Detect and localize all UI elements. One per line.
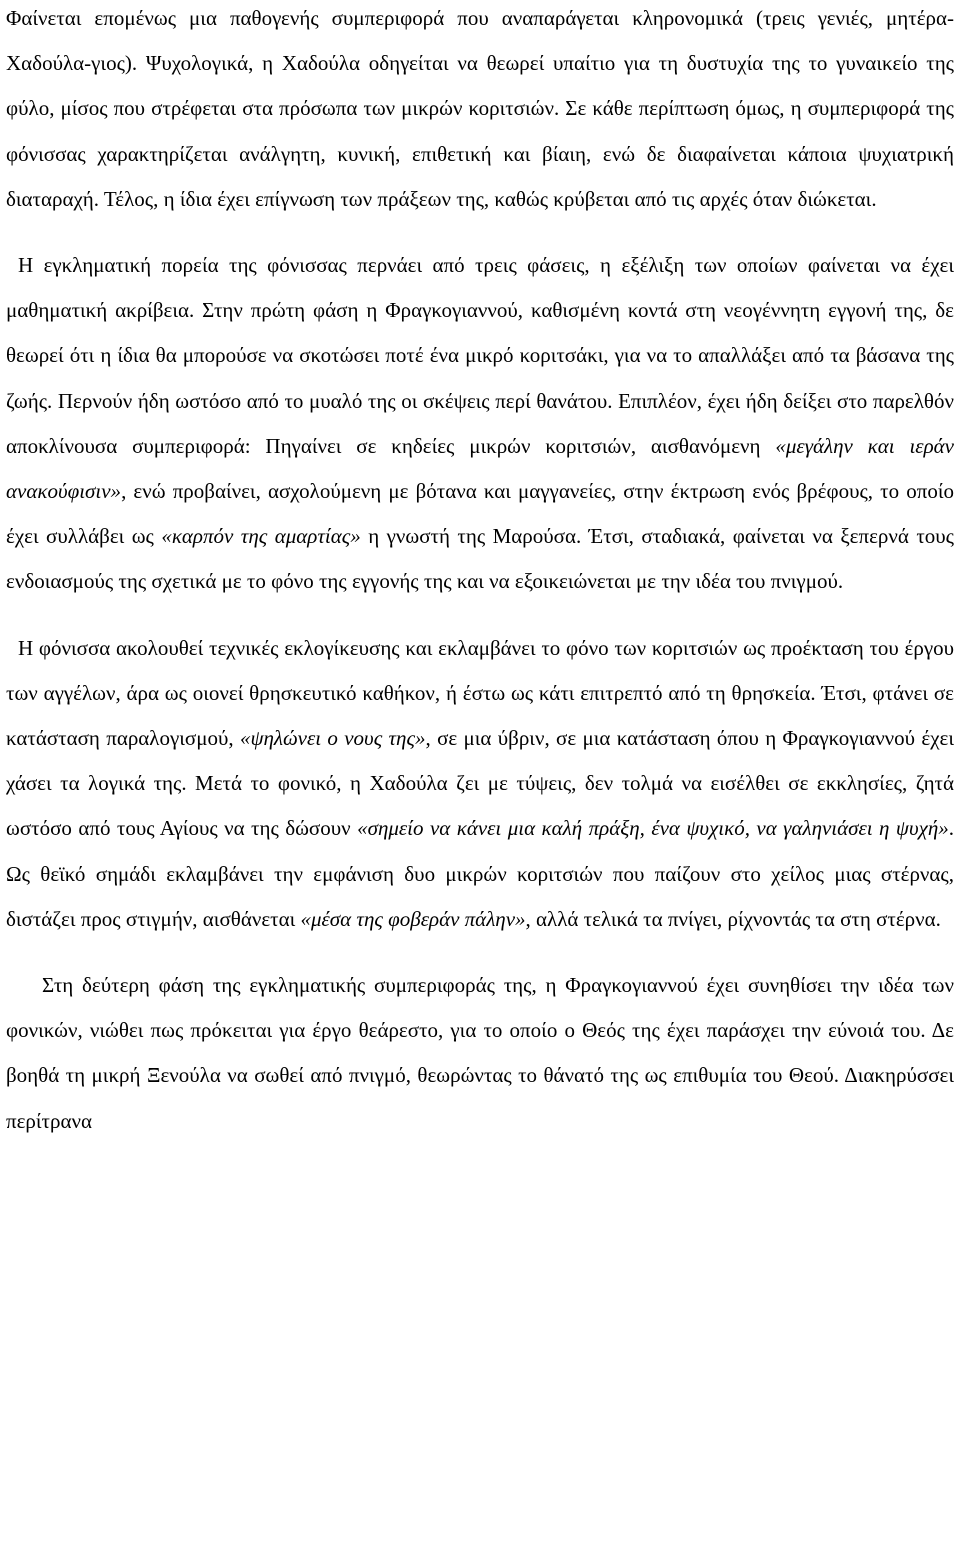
- text-run: , ενώ προβαίνει, ασχολούμενη με βότανα και μαγγανείες, στην έκτρωση ενός βρέφους, το οποίο έχει συλλάβει ως: [6, 479, 954, 549]
- paragraph-2: [6, 243, 954, 605]
- text-run: η γνωστή της Μαρούσα. Έτσι, σταδιακά, φαίνεται να ξεπερνά τους ενδοιασμούς της σχετικά με το φόνο της εγγονής της και να εξοικειώνεται με την ιδέα του πνιγμού.: [6, 524, 954, 594]
- quoted-phrase: «σημείο να κάνει μια καλή πράξη, ένα ψυχικό, να γαληνιάσει η ψυχή»: [357, 816, 949, 841]
- text-run: , σε μια ύβριν, σε μια κατάσταση όπου η Φραγκογιαννού έχει χάσει τα λογικά της. Μετά το φονικό, η Χαδούλα ζει με τύψεις, δεν τολμά να εισέλθει σε εκκλησίες, ζητά ωστόσο από τους Αγίους να της δώσουν: [6, 726, 954, 841]
- document-page: [6, 0, 954, 1144]
- paragraph-1: [6, 0, 954, 222]
- text-run: Η εγκληματική πορεία της φόνισσας περνάει από τρεις φάσεις, η εξέλιξη των οποίων φαίνεται να έχει μαθηματική ακρίβεια. Στην πρώτη φάση η Φραγκογιαννού, καθισμένη κοντά στη νεογέννητη εγγονή της, δε θεωρεί ότι η ίδια θα μπορούσε να σκοτώσει ποτέ ένα μικρό κοριτσάκι, για να το απαλλάξει από τα βάσανα της ζωής. Περνούν ήδη ωστόσο από το μυαλό της οι σκέψεις περί θανάτου. Επιπλέον, έχει ήδη δείξει στο παρελθόν αποκλίνουσα συμπεριφορά: Πηγαίνει σε κηδείες μικρών κοριτσιών, αισθανόμενη: [6, 253, 954, 458]
- quoted-phrase: «μέσα της φοβεράν πάλην»: [300, 906, 526, 931]
- text-run: . Ως θεϊκό σημάδι εκλαμβάνει την εμφάνιση δυο μικρών κοριτσιών που παίζουν στο χείλος μιας στέρνας, διστάζει προς στιγμήν, αισθάνεται: [6, 816, 955, 931]
- text-run: Η φόνισσα ακολουθεί τεχνικές εκλογίκευσης και εκλαμβάνει το φόνο των κοριτσιών ως προέκταση του έργου των αγγέλων, άρα ως οιονεί θρησκευτικό καθήκον, ή έστω ως κάτι επιτρεπτό από τη θρησκεία. Έτσι, φτάνει σε κατάσταση παραλογισμού,: [6, 635, 954, 751]
- quoted-phrase: «μεγάλην και ιεράν ανακούφισιν»: [6, 433, 954, 504]
- quoted-phrase: «καρπόν της αμαρτίας»: [161, 524, 361, 549]
- text-run: , αλλά τελικά τα πνίγει, ρίχνοντάς τα στη στέρνα.: [525, 906, 941, 931]
- quoted-phrase: «ψηλώνει ο νους της»: [239, 726, 426, 751]
- paragraph-3: [6, 626, 954, 942]
- text-run: Στη δεύτερη φάση της εγκληματικής συμπεριφοράς της, η Φραγκογιαννού έχει συνηθίσει την ιδέα των φονικών, νιώθει πως πρόκειται για έργο θεάρεστο, για το οποίο ο Θεός της έχει παράσχει την εύνοιά του. Δε βοηθά τη μικρή Ξενούλα να σωθεί από πνιγμό, θεωρώντας το θάνατό της ως επιθυμία του Θεού. Διακηρύσσει περίτρανα: [6, 973, 954, 1133]
- paragraph-4: [6, 963, 954, 1144]
- text-run: Φαίνεται επομένως μια παθογενής συμπεριφορά που αναπαράγεται κληρονομικά (τρεις γενιές, μητέρα-Χαδούλα-γιος). Ψυχολογικά, η Χαδούλα οδηγείται να θεωρεί υπαίτιο για τη δυστυχία της το γυναικείο της φύλο, μίσος που στρέφεται στα πρόσωπα των μικρών κοριτσιών. Σε κάθε περίπτωση όμως, η συμπεριφορά της φόνισσας χαρακτηρίζεται ανάλγητη, κυνική, επιθετική και βίαιη, ενώ δε διαφαίνεται κάποια ψυχιατρική διαταραχή. Τέλος, η ίδια έχει επίγνωση των πράξεων της, καθώς κρύβεται από τις αρχές όταν διώκεται.: [6, 6, 954, 211]
